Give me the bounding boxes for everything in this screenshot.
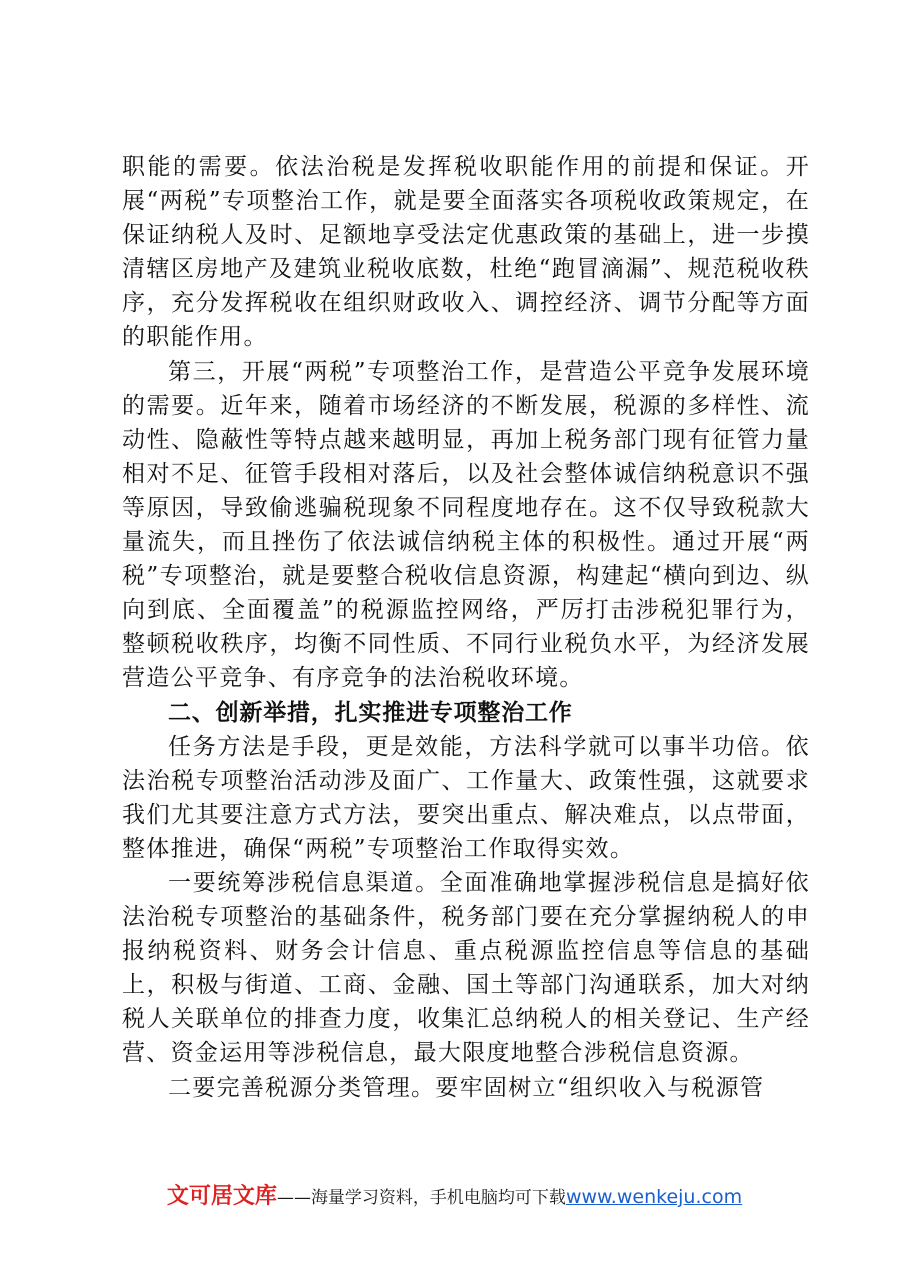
footer-site-link[interactable]: www.wenkeju.com <box>565 1186 743 1208</box>
footer-banner <box>0 1183 909 1212</box>
paragraph-2: 第三，开展“两税”专项整治工作，是营造公平竞争发展环境的需要。近年来，随着市场经济的不断发展，税源的多样性、流动性、隐蔽性等特点越来越明显，再加上税务部门现有征管力量相对不足、征管手段相对落后，以及社会整体诚信纳税意识不强等原因，导致偷逃骗税现象不同程度地存在。这不仅导致税款大量流失，而且挫伤了依法诚信纳税主体的积极性。通过开展“两税”专项整治，就是要整合税收信息资源，构建起“横向到边、纵向到底、全面覆盖”的税源监控网络，严厉打击涉税犯罪行为，整顿税收秩序，均衡不同性质、不同行业税负水平，为经济发展营造公平竞争、有序竞争的法治税收环境。 <box>122 358 810 692</box>
footer-slogan: ——海量学习资料，手机电脑均可下载 <box>276 1188 566 1208</box>
paragraph-5: 二要完善税源分类管理。要牢固树立“组织收入与税源管 <box>168 1074 765 1101</box>
paragraph-3: 任务方法是手段，更是效能，方法科学就可以事半功倍。依法治税专项整治活动涉及面广、工作量大、政策性强，这就要求我们尤其要注意方式方法，要突出重点、解决难点，以点带面，整体推进，确保“两税”专项整治工作取得实效。 <box>122 733 810 862</box>
paragraph-4: 一要统筹涉税信息渠道。全面准确地掌握涉税信息是搞好依法治税专项整治的基础条件，税务部门要在充分掌握纳税人的申报纳税资料、财务会计信息、重点税源监控信息等信息的基础上，积极与街道、工商、金融、国土等部门沟通联系，加大对纳税人关联单位的排查力度，收集汇总纳税人的相关登记、生产经营、资金运用等涉税信息，最大限度地整合涉税信息资源。 <box>122 869 810 1067</box>
footer-brand: 文可居文库 <box>166 1184 277 1209</box>
section-heading: 二、创新举措，扎实推进专项整治工作 <box>168 699 573 726</box>
paragraph-1: 职能的需要。依法治税是发挥税收职能作用的前提和保证。开展“两税”专项整治工作，就是要全面落实各项税收政策规定，在保证纳税人及时、足额地享受法定优惠政策的基础上，进一步摸清辖区房地产及建筑业税收底数，杜绝“跑冒滴漏”、规范税收秩序，充分发挥税收在组织财政收入、调控经济、调节分配等方面的职能作用。 <box>122 154 810 351</box>
document-body <box>122 150 810 1105</box>
